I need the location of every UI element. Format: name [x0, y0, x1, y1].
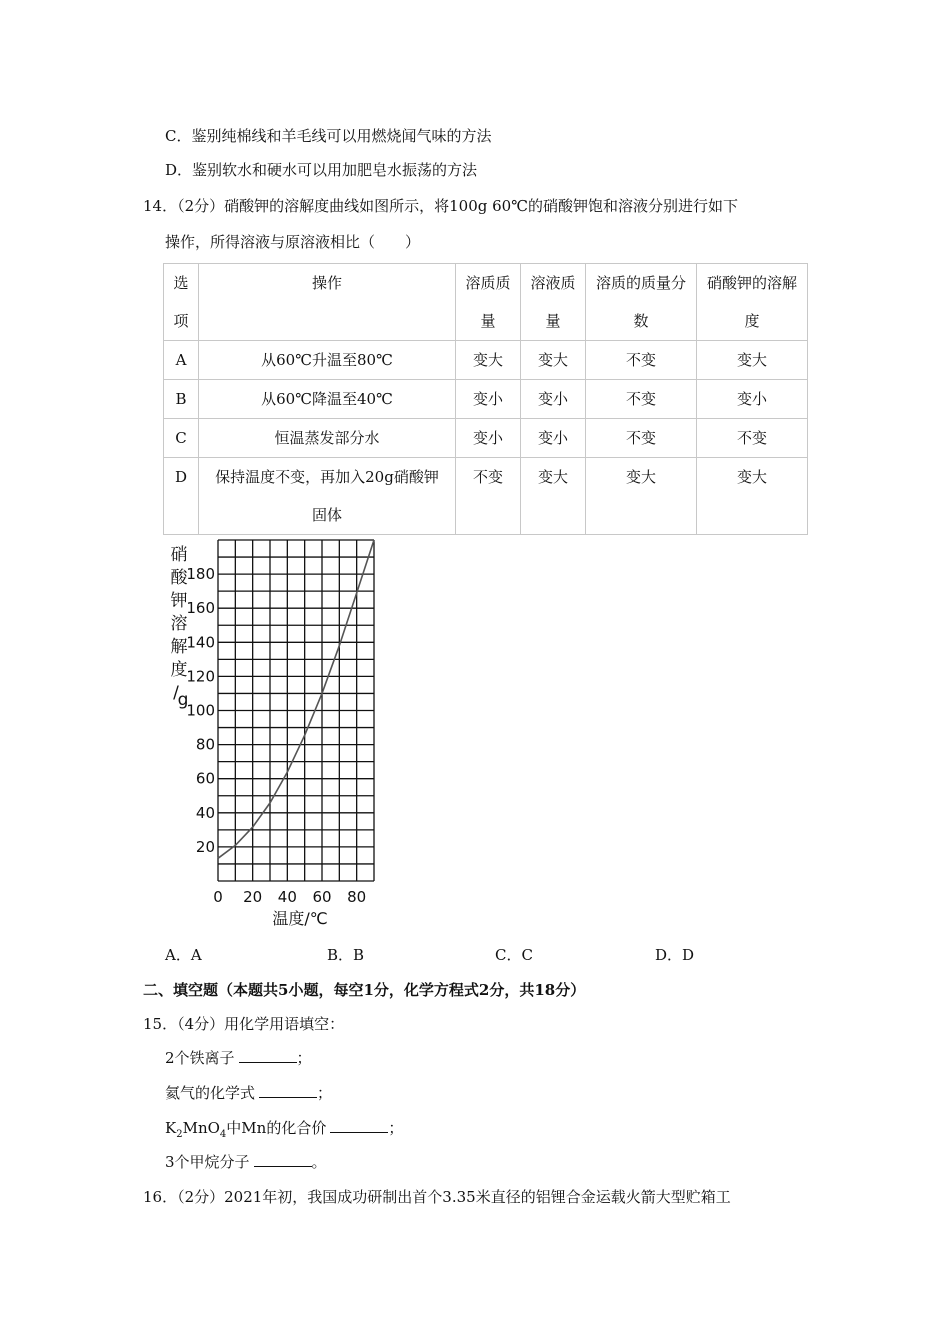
answer-b[interactable]: B．B — [327, 946, 365, 964]
x-tick-label: 0 — [213, 888, 223, 906]
table-cell: 变大 — [697, 341, 808, 380]
y-label-char: 钾 — [170, 591, 188, 611]
table-row — [164, 341, 808, 380]
y-label-char: 溶 — [170, 614, 188, 634]
q16-stem: 16．（2分）2021年初，我国成功研制出首个3.35米直径的铝锂合金运载火箭大型贮箱工 — [143, 1188, 731, 1206]
table-cell: 恒温蒸发部分水 — [199, 419, 456, 458]
table-cell: 从60℃升温至80℃ — [199, 341, 456, 380]
table-cell: 变大 — [521, 458, 586, 535]
table-cell: 变小 — [521, 380, 586, 419]
y-tick-label: 120 — [186, 667, 215, 686]
header-cell: 溶液质 量 — [521, 264, 586, 341]
q15-item-1: 2个铁离子 ； — [165, 1049, 312, 1067]
y-label-char: 酸 — [170, 568, 188, 588]
y-tick-label: 140 — [186, 633, 215, 652]
q14-stem-line1: 14．（2分）硝酸钾的溶解度曲线如图所示，将100g 60℃的硝酸钾饱和溶液分别进行如下 — [143, 197, 739, 215]
solubility-curve — [218, 540, 374, 858]
answer-a[interactable]: A．A — [165, 946, 202, 964]
answer-d[interactable]: D．D — [655, 946, 695, 964]
y-label-char: / — [173, 683, 179, 703]
header-cell: 溶质质 量 — [456, 264, 521, 341]
table-cell: B — [164, 380, 199, 419]
table-row — [164, 419, 808, 458]
table-row — [164, 380, 808, 419]
answer-c[interactable]: C．C — [495, 946, 533, 964]
table-cell: 变小 — [521, 419, 586, 458]
x-tick-label: 40 — [277, 888, 297, 906]
header-cell: 硝酸钾的溶解 度 — [697, 264, 808, 341]
x-tick-label: 60 — [312, 888, 332, 906]
table-cell: 不变 — [586, 419, 697, 458]
table-cell: 不变 — [586, 341, 697, 380]
table-cell: 变大 — [456, 341, 521, 380]
header-cell: 溶质的质量分 数 — [586, 264, 697, 341]
q15-item-3: $K_2MnO_4$中Mn的化合价 ； — [165, 1119, 404, 1140]
option-c-prev: C．鉴别纯棉线和羊毛线可以用燃烧闻气味的方法 — [165, 127, 492, 145]
y-tick-label: 60 — [195, 769, 215, 788]
x-axis-label: 温度/℃ — [272, 909, 328, 928]
table-cell: 保持温度不变，再加入20g硝酸钾 固体 — [199, 458, 456, 535]
table-cell: 不变 — [456, 458, 521, 535]
answer-blank[interactable] — [259, 1083, 317, 1098]
table-row — [164, 458, 808, 535]
answer-blank[interactable] — [254, 1152, 312, 1167]
option-d-prev: D．鉴别软水和硬水可以用加肥皂水振荡的方法 — [165, 161, 478, 179]
table-cell: 不变 — [586, 380, 697, 419]
table-header-row — [164, 264, 808, 341]
table-cell: C — [164, 419, 199, 458]
x-tick-label: 20 — [243, 888, 263, 906]
table-cell: 变大 — [697, 458, 808, 535]
table-cell: 变小 — [456, 419, 521, 458]
y-label-char: 度 — [170, 660, 188, 680]
q15-item-4: 3个甲烷分子 。 — [165, 1153, 327, 1171]
q14-options-table — [163, 263, 808, 535]
y-tick-label: 80 — [195, 735, 215, 754]
y-tick-labels — [186, 565, 215, 856]
table-cell: D — [164, 458, 199, 535]
y-tick-label: 20 — [195, 837, 215, 856]
y-label-char: 硝 — [170, 545, 188, 565]
x-tick-label: 80 — [347, 888, 367, 906]
solubility-chart — [160, 535, 390, 930]
answer-blank[interactable] — [239, 1048, 297, 1063]
section-2-title: 二、填空题（本题共5小题，每空1分，化学方程式2分，共18分） — [143, 981, 586, 999]
answer-blank[interactable] — [330, 1118, 388, 1133]
y-label-char: 解 — [170, 637, 188, 657]
table-cell: 不变 — [697, 419, 808, 458]
table-cell: 变小 — [697, 380, 808, 419]
table-cell: A — [164, 341, 199, 380]
header-cell: 选 项 — [164, 264, 199, 341]
y-tick-label: 100 — [186, 701, 215, 720]
q15-item-2: 氦气的化学式 ； — [165, 1084, 333, 1102]
q14-stem-line2: 操作，所得溶液与原溶液相比（ ） — [165, 233, 421, 251]
table-cell: 变大 — [586, 458, 697, 535]
table-cell: 从60℃降温至40℃ — [199, 380, 456, 419]
q15-stem: 15．（4分）用化学用语填空： — [143, 1015, 345, 1033]
y-label-char: g — [177, 690, 189, 710]
header-cell: 操作 — [199, 264, 456, 341]
chart-grid — [218, 540, 374, 881]
y-tick-label: 160 — [186, 599, 215, 618]
y-tick-label: 180 — [186, 565, 215, 584]
table-cell: 变小 — [456, 380, 521, 419]
table-cell: 变大 — [521, 341, 586, 380]
y-tick-label: 40 — [195, 803, 215, 822]
x-tick-labels — [213, 888, 366, 906]
